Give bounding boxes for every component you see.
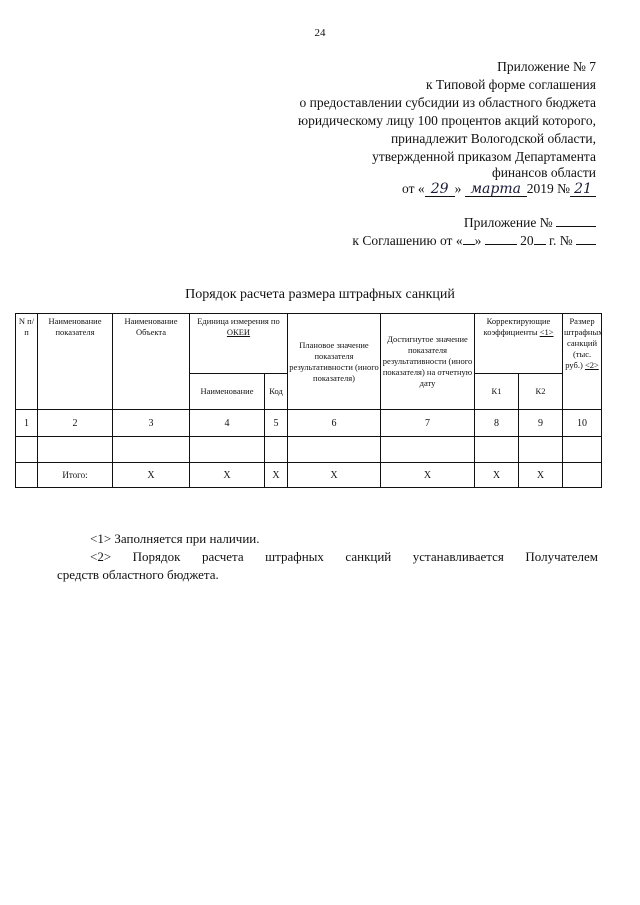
appendix-line-5: принадлежит Вологодской области, [390, 131, 596, 146]
x-mark: Х [265, 463, 288, 488]
appendix-line-7: финансов области [491, 165, 596, 180]
table-cell[interactable] [38, 437, 113, 463]
table-cell[interactable] [519, 437, 563, 463]
date-prefix: от « [402, 181, 425, 196]
header-indicator: Наименование показателя [38, 314, 113, 410]
date-year: 2019 № [526, 181, 570, 196]
okei-link[interactable]: ОКЕИ [226, 327, 251, 337]
blank-field [556, 226, 596, 227]
blank-field [576, 244, 596, 245]
header-achieved: Достигнутое значение показателя результативности (иного показателя) на отчетную дату [381, 314, 475, 410]
table-cell[interactable] [288, 437, 381, 463]
col-number: 4 [190, 410, 265, 437]
penalty-table [15, 313, 602, 488]
x-mark: Х [190, 463, 265, 488]
agreement-date-prefix: к Соглашению от « [352, 233, 463, 248]
agreement-date-mid: » [474, 233, 482, 248]
table-cell[interactable] [113, 437, 190, 463]
table-cell[interactable] [190, 437, 265, 463]
table-cell [16, 463, 38, 488]
header-n: N п/п [16, 314, 38, 410]
handwritten-day: 29 [425, 182, 455, 197]
blank-field [463, 244, 475, 245]
agreement-year: 20 [520, 233, 534, 248]
total-penalty-cell[interactable] [563, 463, 602, 488]
agreement-date-line [352, 232, 596, 250]
col-number: 6 [288, 410, 381, 437]
agreement-appendix-line [464, 214, 596, 232]
handwritten-order-number: 21 [570, 182, 596, 197]
blank-field [485, 244, 517, 245]
header-planned: Плановое значение показателя результативности (иного показателя) [288, 314, 381, 410]
col-number: 7 [381, 410, 475, 437]
handwritten-month: марта [465, 182, 527, 197]
table-cell[interactable] [475, 437, 519, 463]
appendix-line-4: юридическому лицу 100 процентов акций которого, [298, 113, 596, 128]
col-number: 8 [475, 410, 519, 437]
header-object: Наименование Объекта [113, 314, 190, 410]
col-number: 3 [113, 410, 190, 437]
total-label: Итого: [38, 463, 113, 488]
appendix-line-3: о предоставлении субсидии из областного бюджета [299, 95, 596, 110]
table-cell[interactable] [265, 437, 288, 463]
table-numbering-row [16, 410, 602, 437]
col-number: 1 [16, 410, 38, 437]
x-mark: Х [519, 463, 563, 488]
header-unit-text: Единица измерения по [197, 316, 280, 326]
page-number: 24 [314, 27, 326, 39]
table-cell[interactable] [563, 437, 602, 463]
header-k1: К1 [475, 374, 519, 410]
x-mark: Х [113, 463, 190, 488]
table-cell[interactable] [381, 437, 475, 463]
header-penalty-text: Размер штрафных санкций (тыс. руб.) [564, 316, 603, 370]
footnote-ref-2[interactable]: <2> [584, 360, 599, 370]
x-mark: Х [475, 463, 519, 488]
col-number: 9 [519, 410, 563, 437]
appendix-title: Приложение № 7 [497, 59, 596, 74]
header-unit [190, 314, 288, 374]
footnote-ref-1[interactable]: <1> [539, 327, 554, 337]
table-row [16, 437, 602, 463]
col-number: 5 [265, 410, 288, 437]
header-coefficients [475, 314, 563, 374]
order-date-line [402, 180, 596, 198]
header-unit-name: Наименование [190, 374, 265, 410]
appendix-line-6: утвержденной приказом Департамента [372, 149, 596, 164]
document-title: Порядок расчета размера штрафных санкций [185, 287, 455, 302]
agreement-number-label: г. № [548, 233, 573, 248]
table-cell[interactable] [16, 437, 38, 463]
footnote-2-line-2: средств областного бюджета. [57, 567, 219, 582]
col-number: 2 [38, 410, 113, 437]
appendix-line-2: к Типовой форме соглашения [426, 77, 596, 92]
col-number: 10 [563, 410, 602, 437]
agreement-appendix-label: Приложение № [463, 215, 553, 230]
table-total-row [16, 463, 602, 488]
blank-field [534, 244, 546, 245]
header-coef-text: Корректирующие коэффициенты [483, 316, 551, 337]
x-mark: Х [381, 463, 475, 488]
table-header-row [16, 314, 602, 374]
header-unit-code: Код [265, 374, 288, 410]
header-k2: К2 [519, 374, 563, 410]
date-mid: » [454, 181, 462, 196]
x-mark: Х [288, 463, 381, 488]
header-penalty [563, 314, 602, 410]
footnote-2-line-1: <2> Порядок расчета штрафных санкций устанавливается Получателем [90, 549, 598, 564]
footnote-1: <1> Заполняется при наличии. [90, 531, 260, 546]
